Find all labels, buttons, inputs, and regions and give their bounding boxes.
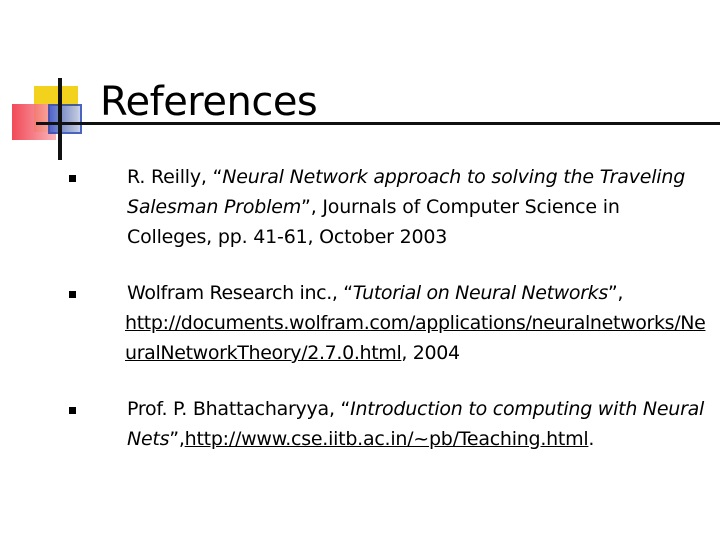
reference-link[interactable]: http://documents.wolfram.com/applications/neuralnetworks/NeuralNetworkTheory/2.7.0.html (125, 312, 706, 364)
reference-title: Tutorial on Neural Networks (352, 282, 608, 304)
reference-title: Introduction to computing with Neural Nets (127, 398, 705, 450)
slide-title: References (100, 79, 318, 125)
reference-text: ”, Journals of Computer Science in Colleges, pp. 41-61, October 2003 (127, 196, 620, 248)
reference-text: , 2004 (401, 342, 460, 364)
reference-title: Neural Network approach to solving the Traveling Salesman Problem (127, 166, 686, 218)
reference-link[interactable]: http://www.cse.iitb.ac.in/~pb/Teaching.html (184, 428, 589, 450)
reference-text: ”, (169, 428, 185, 450)
reference-item (127, 162, 707, 252)
reference-item (127, 394, 707, 454)
reference-text: . (588, 428, 595, 450)
reference-item (127, 278, 707, 368)
bullet-square-icon (69, 175, 76, 182)
reference-text: Wolfram Research inc., “ (127, 282, 353, 304)
reference-text: ”, (607, 282, 624, 304)
bullet-square-icon (69, 407, 76, 414)
reference-text: R. Reilly, “ (127, 166, 223, 188)
reference-text: Prof. P. Bhattacharyya, “ (127, 398, 351, 420)
bullet-square-icon (69, 291, 76, 298)
